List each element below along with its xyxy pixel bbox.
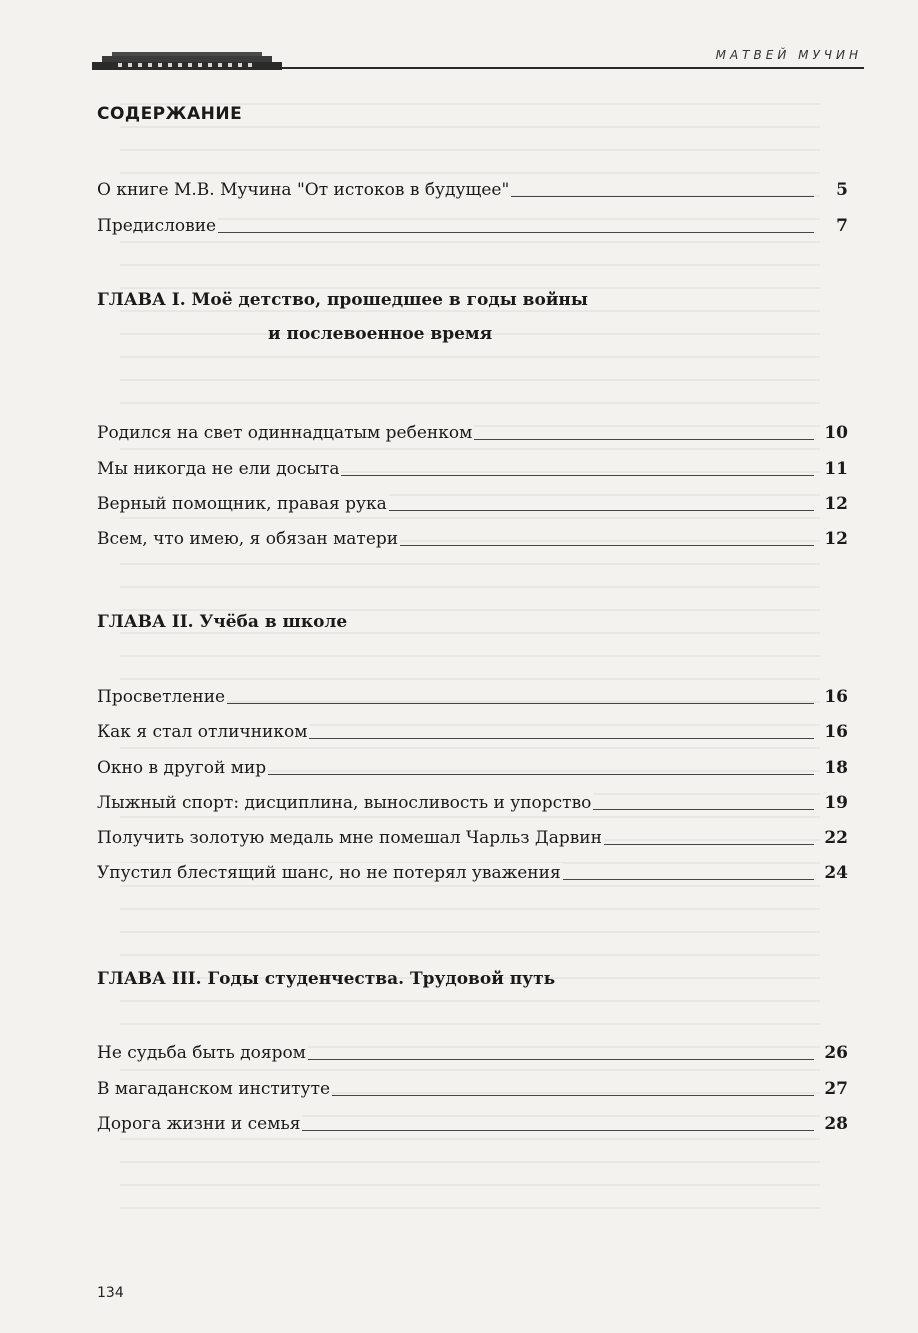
- chapter-3-heading: ГЛАВА III. Годы студенчества. Трудовой путь: [97, 969, 556, 989]
- toc-entry: [97, 1110, 848, 1136]
- entry-page: 27: [824, 1079, 848, 1099]
- toc-entry: [97, 212, 848, 238]
- chapter-2-heading: ГЛАВА II. Учёба в школе: [97, 612, 348, 632]
- entry-page: 5: [836, 180, 848, 200]
- entry-title: В магаданском институте: [97, 1079, 331, 1099]
- toc-entry: [97, 176, 848, 202]
- toc-entry: [97, 525, 848, 551]
- toc-entry: [97, 683, 848, 709]
- entry-title: Мы никогда не ели досыта: [97, 459, 340, 479]
- entry-title: О книге М.В. Мучина "От истоков в будущее": [97, 180, 510, 200]
- entry-page: 19: [824, 793, 848, 813]
- toc-entry: [97, 1075, 848, 1101]
- entry-title: Всем, что имею, я обязан матери: [97, 529, 399, 549]
- entry-title: Верный помощник, правая рука: [97, 494, 387, 514]
- entry-page: 28: [824, 1114, 848, 1134]
- toc-entry: [97, 824, 848, 850]
- page-number: 134: [97, 1285, 124, 1301]
- entry-page: 12: [824, 494, 848, 514]
- entry-title: Получить золотую медаль мне помешал Чарльз Дарвин: [97, 828, 602, 848]
- entry-page: 22: [824, 828, 848, 848]
- entry-title: Окно в другой мир: [97, 758, 267, 778]
- entry-title: Как я стал отличником: [97, 722, 308, 742]
- entry-page: 7: [836, 216, 848, 236]
- entry-page: 24: [824, 863, 848, 883]
- entry-title: Родился на свет одиннадцатым ребенком: [97, 423, 473, 443]
- chapter-1-heading: ГЛАВА I. Моё детство, прошедшее в годы войны: [97, 290, 588, 310]
- entry-title: Не судьба быть дояром: [97, 1043, 306, 1063]
- entry-page: 12: [824, 529, 848, 549]
- entry-title: Предисловие: [97, 216, 217, 236]
- entry-page: 16: [824, 687, 848, 707]
- toc-entry: [97, 754, 848, 780]
- entry-page: 10: [824, 423, 848, 443]
- header-rule: [92, 67, 864, 69]
- entry-page: 16: [824, 722, 848, 742]
- entry-page: 26: [824, 1043, 848, 1063]
- toc-entry: [97, 789, 848, 815]
- entry-title: Упустил блестящий шанс, но не потерял уважения: [97, 863, 561, 883]
- toc-entry: [97, 490, 848, 516]
- toc-title: СОДЕРЖАНИЕ: [97, 104, 243, 124]
- toc-entry: [97, 718, 848, 744]
- chapter-1-heading-cont: и послевоенное время: [268, 324, 493, 344]
- entry-page: 18: [824, 758, 848, 778]
- toc-entry: [97, 455, 848, 481]
- entry-title: Дорога жизни и семья: [97, 1114, 301, 1134]
- entry-page: 11: [824, 459, 848, 479]
- toc-entry: [97, 419, 848, 445]
- running-head: МАТВЕЙ МУЧИН: [715, 48, 862, 62]
- entry-title: Лыжный спорт: дисциплина, выносливость и упорство: [97, 793, 592, 813]
- toc-entry: [97, 859, 848, 885]
- toc-entry: [97, 1039, 848, 1065]
- entry-title: Просветление: [97, 687, 226, 707]
